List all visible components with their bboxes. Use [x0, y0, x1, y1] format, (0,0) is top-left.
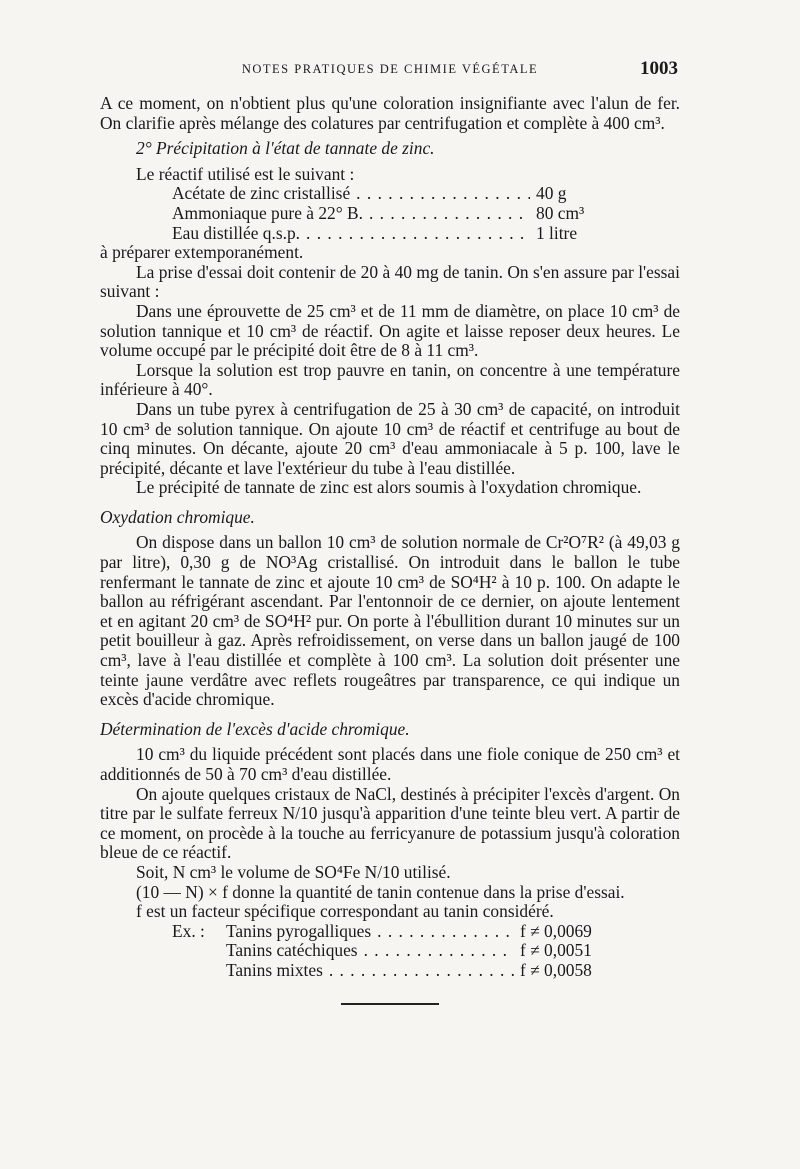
paragraph: A ce moment, on n'obtient plus qu'une coloration insignifiante avec l'alun de fer. On clarifie après mélange des colatures par centrifugation et complète à 400 cm³. — [100, 93, 680, 133]
paragraph: Le précipité de tannate de zinc est alors soumis à l'oxydation chromique. — [136, 477, 642, 498]
reagent-list — [172, 184, 608, 243]
paragraph: f est un facteur spécifique correspondant au tanin considéré. — [136, 901, 554, 922]
leader-dots — [329, 961, 514, 981]
leader-dots — [356, 184, 530, 204]
section-heading-oxydation: Oxydation chromique. — [100, 506, 255, 527]
reagent-label: Eau distillée q.s.p. — [172, 222, 300, 243]
paragraph: (10 — N) × f donne la quantité de tanin contenue dans la prise d'essai. — [136, 881, 625, 902]
tanin-factor: f ≠ 0,0051 — [520, 940, 592, 961]
paragraph: Dans une éprouvette de 25 cm³ et de 11 mm de diamètre, on place 10 cm³ de solution tannique et 10 cm³ de réactif. On agite et laisse reposer deux heures. Le volume occupé par le précipité doit être de 8 à 11 cm³. — [100, 300, 680, 361]
closing-rule — [341, 1003, 439, 1005]
reagent-row — [172, 224, 608, 244]
tanin-factor: f ≠ 0,0058 — [520, 959, 592, 980]
leader-dots — [377, 922, 514, 942]
page-header — [100, 58, 680, 84]
example-prefix: Ex. : — [172, 920, 205, 941]
tanin-row — [172, 961, 610, 981]
reagent-value: 40 g — [536, 183, 567, 204]
paragraph: Lorsque la solution est trop pauvre en tanin, on concentre à une température inférieure à 40°. — [100, 359, 680, 400]
reagent-row — [172, 204, 608, 224]
reagent-row — [172, 184, 608, 204]
leader-dots — [369, 204, 530, 224]
paragraph: 10 cm³ du liquide précédent sont placés dans une fiole conique de 250 cm³ et additionnés de 50 à 70 cm³ d'eau distillée. — [100, 744, 680, 784]
tanin-row — [172, 922, 610, 942]
paragraph: La prise d'essai doit contenir de 20 à 40 mg de tanin. On s'en assure par l'essai suivant : — [100, 261, 680, 302]
body-text — [100, 94, 680, 1005]
paragraph: Soit, N cm³ le volume de SO⁴Fe N/10 utilisé. — [136, 861, 451, 882]
tanin-label: Tanins mixtes — [226, 959, 323, 980]
tanin-factor-list — [172, 922, 610, 981]
tanin-factor: f ≠ 0,0069 — [520, 920, 592, 941]
paragraph: On dispose dans un ballon 10 cm³ de solution normale de Cr²O⁷R² (à 49,03 g par litre), 0,30 g de NO³Ag cristallisé. On introduit dans le ballon le tube renfermant le tannate de zinc et ajoute 10 cm³ de SO⁴H² à 10 p. 100. On adapte le ballon au réfrigérant ascendant. Par l'entonnoir de ce dernier, on ajoute lentement et en agitant 20 cm³ de SO⁴H² pur. On porte à l'ébullition durant 10 minutes sur un petit bouilleur à gaz. Après refroidissement, on verse dans un ballon jaugé de 100 cm³, lave à l'eau distillée et complète à 100 cm³. La solution doit présenter une teinte jaune verdâtre avec reflets rougeâtres par transparence, ce qui indique un excès d'acide chromique. — [100, 532, 680, 710]
paragraph: Dans un tube pyrex à centrifugation de 25 à 30 cm³ de capacité, on introduit 10 cm³ de solution tannique. On ajoute 10 cm³ de réactif et centrifuge au bout de cinq minutes. On décante, ajoute 20 cm³ d'eau ammoniacale à 5 p. 100, lave le précipité, décante et lave l'extérieur du tube à l'eau distillée. — [100, 398, 680, 478]
page-number: 1003 — [640, 58, 678, 79]
running-title: NOTES PRATIQUES DE CHIMIE VÉGÉTALE — [241, 62, 539, 76]
leader-dots — [306, 224, 530, 244]
leader-dots — [364, 941, 514, 961]
tanin-label: Tanins catéchiques — [226, 940, 358, 961]
paragraph: Le réactif utilisé est le suivant : — [136, 163, 355, 184]
reagent-label: Ammoniaque pure à 22° B. — [172, 202, 363, 223]
reagent-value: 80 cm³ — [536, 202, 585, 223]
section-heading-determination: Détermination de l'excès d'acide chromique. — [100, 718, 410, 739]
reagent-label: Acétate de zinc cristallisé — [172, 183, 351, 204]
paragraph: à préparer extemporanément. — [100, 242, 304, 263]
reagent-value: 1 litre — [536, 222, 578, 243]
tanin-row — [172, 941, 610, 961]
paragraph: On ajoute quelques cristaux de NaCl, destinés à précipiter l'excès d'argent. On titre par le sulfate ferreux N/10 jusqu'à apparition d'une teinte bleu vert. A partir de ce moment, on procède à la touche au ferricyanure de potassium jusqu'à coloration bleue de ce réactif. — [100, 783, 680, 863]
tanin-label: Tanins pyrogalliques — [226, 920, 372, 941]
section-heading-precipitation: 2° Précipitation à l'état de tannate de zinc. — [136, 138, 435, 159]
